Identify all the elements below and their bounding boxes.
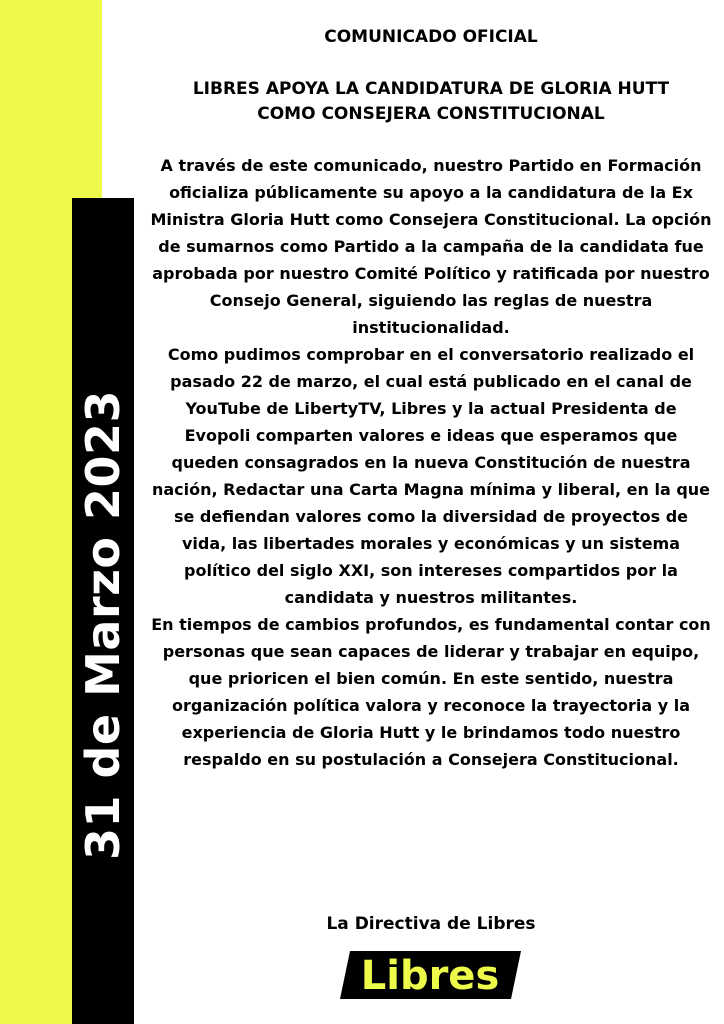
communique-title-line-1: LIBRES APOYA LA CANDIDATURA DE GLORIA HUTT — [192, 79, 670, 99]
date-label: 31 de Marzo 2023 — [76, 389, 130, 861]
libres-logo-graphic — [340, 951, 521, 999]
libres-logo — [340, 951, 521, 999]
body-paragraph-2: Como pudimos comprobar en el conversatorio realizado el pasado 22 de marzo, el cual está publicado en el canal de YouTube de LibertyTV, Libres y la actual Presidenta de Evopoli comparten valores e ideas que esperamos que queden consagrados en la nueva Constitución de nuestra nación, Redactar una Carta Magna mínima y liberal, en la que se defiendan valores como la diversidad de proyectos de vida, las libertades morales y económicas y un sistema político del siglo XXI, son intereses compartidos por la candidata y nuestros militantes. — [151, 345, 711, 607]
communique-body — [150, 152, 712, 773]
body-paragraph-3: En tiempos de cambios profundos, es fundamental contar con personas que sean capaces de liderar y trabajar en equipo, que prioricen el bien común. En este sentido, nuestra organización política valora y reconoce la trayectoria y la experiencia de Gloria Hutt y le brindamos todo nuestro respaldo en su postulación a Consejera Constitucional. — [151, 615, 711, 769]
communique-title — [150, 77, 712, 127]
body-paragraph-1: A través de este comunicado, nuestro Partido en Formación oficializa públicamente su apoyo a la candidatura de la Ex Ministra Gloria Hutt como Consejera Constitucional. La opción de sumarnos como Partido a la campaña de la candidata fue aprobada por nuestro Comité Político y ratificada por nuestro Consejo General, siguiendo las reglas de nuestra institucionalidad. — [150, 156, 712, 337]
communique-heading: COMUNICADO OFICIAL — [324, 27, 538, 47]
communique-title-line-2: COMO CONSEJERA CONSTITUCIONAL — [257, 104, 605, 124]
signature: La Directiva de Libres — [326, 914, 536, 934]
logo-wordmark: Libres — [360, 953, 500, 999]
